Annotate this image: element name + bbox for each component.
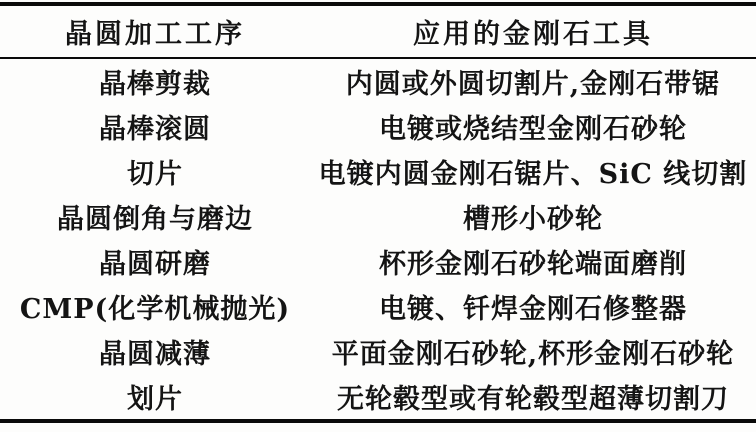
table-row [0, 329, 756, 374]
cell-tools: 电镀、钎焊金刚石修整器 [378, 294, 687, 325]
cell-tools: 内圆或外圆切割片,金刚石带锯 [345, 69, 721, 100]
cell-process: 晶圆研磨 [98, 249, 211, 280]
cell-process: 晶棒滚圆 [98, 114, 211, 145]
cell-process: 划片 [126, 384, 183, 415]
cell-tools: 无轮毂型或有轮毂型超薄切割刀 [336, 384, 729, 415]
cell-tools: 电镀或烧结型金刚石砂轮 [378, 114, 687, 145]
cell-process: CMP(化学机械抛光) [19, 294, 291, 325]
table-row [0, 104, 756, 149]
cell-process: 晶圆减薄 [98, 339, 211, 370]
table-row [0, 374, 756, 421]
cell-process: 切片 [126, 159, 183, 190]
cell-tools: 电镀内圆金刚石锯片、SiC 线切割 [318, 159, 748, 190]
table-row [0, 58, 756, 104]
table-row [0, 194, 756, 239]
table-row [0, 149, 756, 194]
cell-tools: 槽形小砂轮 [462, 204, 603, 235]
table-header-row [0, 4, 756, 58]
cell-tools: 平面金刚石砂轮,杯形金刚石砂轮 [331, 339, 735, 370]
wafer-diamond-tools-table [0, 2, 756, 423]
cell-process: 晶圆倒角与磨边 [56, 204, 253, 235]
table-row [0, 239, 756, 284]
cell-process: 晶棒剪裁 [98, 69, 211, 100]
table-row [0, 284, 756, 329]
column-header-process: 晶圆加工工序 [0, 4, 310, 58]
column-header-tools: 应用的金刚石工具 [310, 4, 756, 58]
cell-tools: 杯形金刚石砂轮端面磨削 [378, 249, 687, 280]
